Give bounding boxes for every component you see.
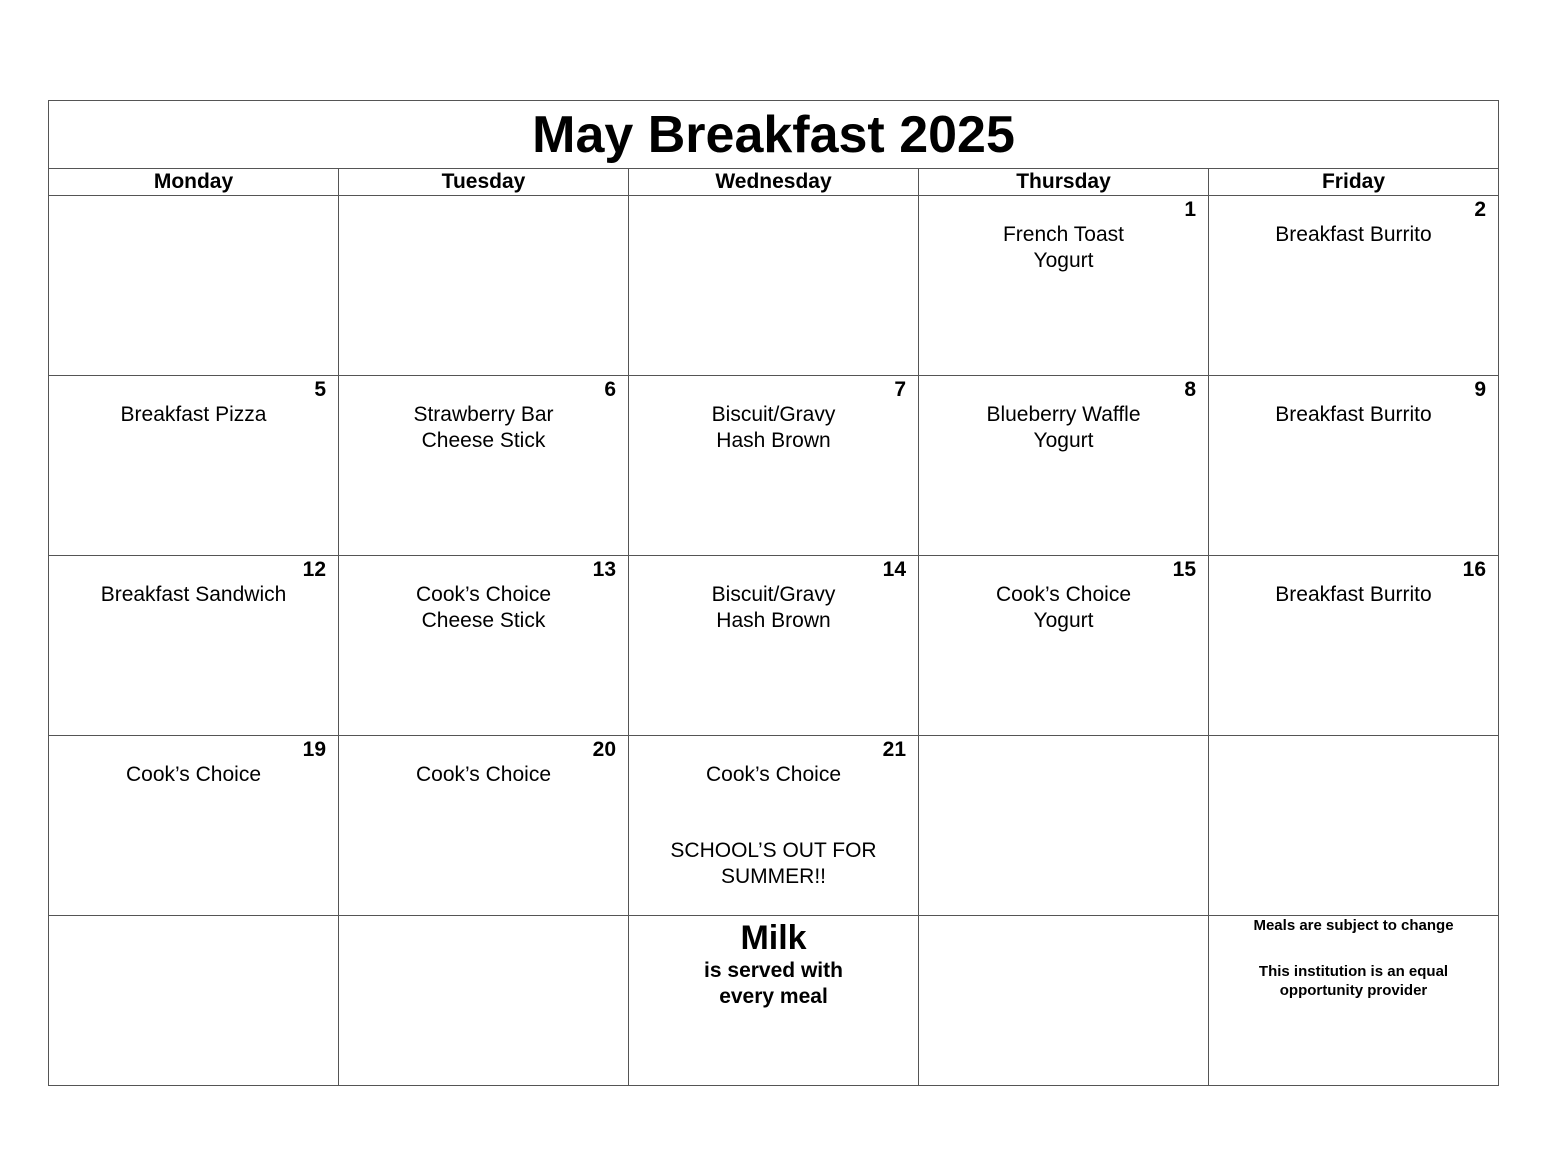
date-number: 21 bbox=[882, 738, 906, 761]
menu-items bbox=[339, 582, 628, 634]
milk-notice bbox=[629, 918, 918, 1010]
weekday-header-thursday: Thursday bbox=[919, 169, 1209, 196]
date-number: 8 bbox=[1184, 378, 1196, 401]
day-cell bbox=[919, 556, 1209, 736]
week-row bbox=[49, 196, 1499, 376]
day-cell bbox=[919, 196, 1209, 376]
week-row bbox=[49, 736, 1499, 916]
date-number: 16 bbox=[1462, 558, 1487, 581]
menu-items bbox=[49, 582, 338, 608]
notices-cell bbox=[1209, 916, 1499, 1086]
menu-items bbox=[919, 582, 1208, 634]
date-number: 13 bbox=[592, 558, 616, 581]
menu-item: Cook’s Choice bbox=[125, 763, 261, 786]
menu-item: Cook’s Choice bbox=[995, 583, 1131, 606]
menu-items bbox=[49, 402, 338, 428]
menu-item: Yogurt bbox=[1033, 609, 1094, 632]
day-cell bbox=[49, 196, 339, 376]
date-number: 20 bbox=[592, 738, 616, 761]
day-cell bbox=[49, 556, 339, 736]
day-cell bbox=[339, 916, 629, 1086]
day-cell bbox=[49, 736, 339, 916]
day-cell bbox=[1209, 376, 1499, 556]
menu-item: Breakfast Pizza bbox=[120, 403, 267, 426]
meals-change-notice: Meals are subject to change bbox=[1253, 917, 1454, 934]
menu-items bbox=[629, 582, 918, 634]
day-cell bbox=[49, 916, 339, 1086]
equal-opportunity-notice: This institution is an equal opportunity provider bbox=[1258, 963, 1449, 999]
day-cell bbox=[919, 736, 1209, 916]
menu-item: Breakfast Burrito bbox=[1275, 403, 1432, 426]
menu-items bbox=[629, 402, 918, 454]
date-number: 15 bbox=[1172, 558, 1196, 581]
menu-items bbox=[339, 402, 628, 454]
date-number: 14 bbox=[882, 558, 906, 581]
menu-items bbox=[1209, 222, 1498, 248]
menu-item: Cheese Stick bbox=[421, 429, 546, 452]
menu-item: Hash Brown bbox=[716, 609, 831, 632]
date-number: 6 bbox=[604, 378, 616, 401]
date-number: 2 bbox=[1474, 198, 1487, 221]
menu-item: Biscuit/Gravy bbox=[711, 583, 836, 606]
date-number: 7 bbox=[894, 378, 906, 401]
menu-item: Cook’s Choice bbox=[415, 583, 551, 606]
menu-item: Breakfast Burrito bbox=[1275, 223, 1432, 246]
day-cell bbox=[919, 376, 1209, 556]
menu-items bbox=[339, 762, 628, 788]
day-cell bbox=[1209, 196, 1499, 376]
breakfast-calendar bbox=[48, 100, 1499, 1086]
day-cell bbox=[339, 556, 629, 736]
date-number: 5 bbox=[314, 378, 326, 401]
menu-items bbox=[1209, 582, 1498, 608]
calendar-title: May Breakfast 2025 bbox=[532, 105, 1015, 164]
weekday-header-monday: Monday bbox=[49, 169, 339, 196]
day-cell bbox=[629, 196, 919, 376]
weekday-header-wednesday: Wednesday bbox=[629, 169, 919, 196]
menu-item: Biscuit/Gravy bbox=[711, 403, 836, 426]
day-cell bbox=[629, 376, 919, 556]
day-cell bbox=[629, 736, 919, 916]
day-cell bbox=[339, 736, 629, 916]
date-number: 1 bbox=[1184, 198, 1196, 221]
weekday-header-tuesday: Tuesday bbox=[339, 169, 629, 196]
weekday-header-friday: Friday bbox=[1209, 169, 1499, 196]
day-cell bbox=[1209, 736, 1499, 916]
menu-items bbox=[919, 222, 1208, 274]
menu-item: French Toast bbox=[1002, 223, 1124, 246]
menu-items bbox=[629, 762, 918, 788]
menu-item: Breakfast Sandwich bbox=[100, 583, 287, 606]
menu-items bbox=[919, 402, 1208, 454]
date-number: 19 bbox=[302, 738, 326, 761]
schools-out-note: SCHOOL’S OUT FOR SUMMER!! bbox=[670, 839, 877, 888]
fine-print bbox=[1209, 916, 1498, 1000]
milk-title: Milk bbox=[740, 919, 807, 957]
footer-row bbox=[49, 916, 1499, 1086]
date-number: 12 bbox=[302, 558, 326, 581]
menu-items bbox=[1209, 402, 1498, 428]
menu-item: Yogurt bbox=[1033, 249, 1094, 272]
day-cell bbox=[339, 196, 629, 376]
menu-item: Cheese Stick bbox=[421, 609, 546, 632]
milk-cell bbox=[629, 916, 919, 1086]
menu-item: Hash Brown bbox=[716, 429, 831, 452]
day-cell bbox=[1209, 556, 1499, 736]
day-cell bbox=[339, 376, 629, 556]
milk-subtitle: is served with every meal bbox=[704, 959, 843, 1008]
menu-item: Strawberry Bar bbox=[413, 403, 554, 426]
menu-item: Blueberry Waffle bbox=[986, 403, 1141, 426]
date-number: 9 bbox=[1474, 378, 1487, 401]
week-row bbox=[49, 556, 1499, 736]
menu-item: Cook’s Choice bbox=[705, 763, 841, 786]
menu-item: Cook’s Choice bbox=[415, 763, 551, 786]
menu-item: Yogurt bbox=[1033, 429, 1094, 452]
day-cell bbox=[629, 556, 919, 736]
day-cell bbox=[49, 376, 339, 556]
title-cell bbox=[49, 101, 1499, 169]
menu-item: Breakfast Burrito bbox=[1275, 583, 1432, 606]
week-row bbox=[49, 376, 1499, 556]
menu-items bbox=[49, 762, 338, 788]
day-cell bbox=[919, 916, 1209, 1086]
